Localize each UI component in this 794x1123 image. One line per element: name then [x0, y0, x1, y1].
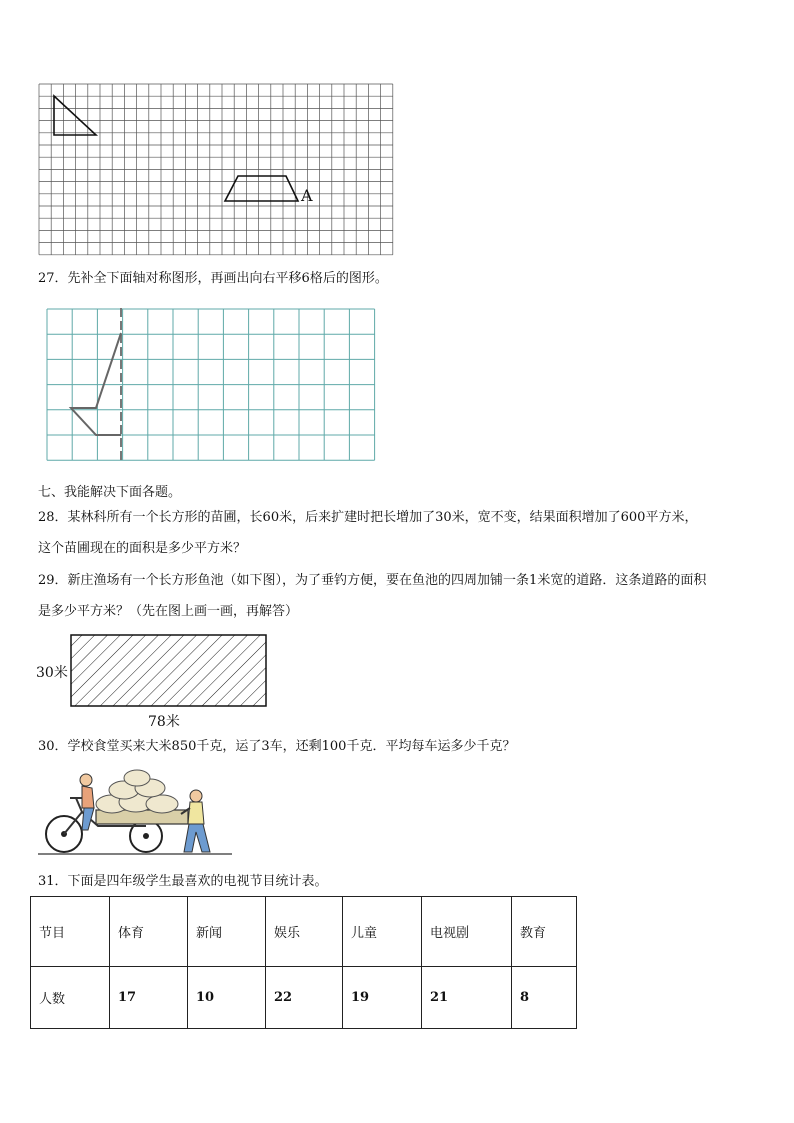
- table-header-cell: 儿童: [343, 897, 422, 967]
- table-cell: 21: [422, 967, 512, 1029]
- trapezoid-shape: [225, 176, 298, 201]
- question-29-line2: 是多少平方米？（先在图上画一画，再解答）: [38, 604, 299, 619]
- table-cell: 22: [266, 967, 343, 1029]
- question-27: 27．先补全下面轴对称图形，再画出向右平移6格后的图形。: [38, 271, 388, 286]
- table-row: [31, 967, 577, 1029]
- tricycle-rice-illustration: [36, 768, 236, 860]
- table-cell: 人数: [31, 967, 110, 1029]
- question-29: [38, 572, 758, 621]
- section-7-heading: 七、我能解决下面各题。: [38, 485, 182, 500]
- table-cell: 17: [110, 967, 188, 1029]
- grid-figure-1: [38, 83, 398, 259]
- tv-program-stats-table: [30, 896, 577, 1029]
- table-cell: 10: [188, 967, 266, 1029]
- table-header-cell: 电视剧: [422, 897, 512, 967]
- question-31: 31．下面是四年级学生最喜欢的电视节目统计表。: [38, 874, 328, 889]
- question-28: [38, 509, 758, 558]
- question-30: 30．学校食堂买来大米850千克，运了3车，还剩100千克．平均每车运多少千克？: [38, 739, 516, 754]
- table-cell: 8: [512, 967, 577, 1029]
- table-cell: 19: [343, 967, 422, 1029]
- table-header-cell: 体育: [110, 897, 188, 967]
- question-28-line1: 28．某林科所有一个长方形的苗圃，长60米，后来扩建时把长增加了30米，宽不变，结果面积增加了600平方米，: [38, 510, 698, 525]
- half-figure-shape: [71, 333, 121, 435]
- pond-width-label: 30米: [36, 665, 68, 681]
- table-header-cell: 娱乐: [266, 897, 343, 967]
- table-row: [31, 897, 577, 967]
- table-header-cell: 节目: [31, 897, 110, 967]
- pond-length-label: 78米: [148, 714, 180, 730]
- question-28-line2: 这个苗圃现在的面积是多少平方米？: [38, 541, 247, 556]
- triangle-shape: [54, 96, 96, 135]
- fish-pond-rectangle: [70, 634, 268, 708]
- table-header-cell: 新闻: [188, 897, 266, 967]
- table-header-cell: 教育: [512, 897, 577, 967]
- point-a-label: A: [301, 186, 313, 205]
- question-29-line1: 29．新庄渔场有一个长方形鱼池（如下图），为了垂钓方便，要在鱼池的四周加铺一条1米宽的道路．这条道路的面积: [38, 573, 707, 588]
- grid-figure-2: [46, 308, 378, 466]
